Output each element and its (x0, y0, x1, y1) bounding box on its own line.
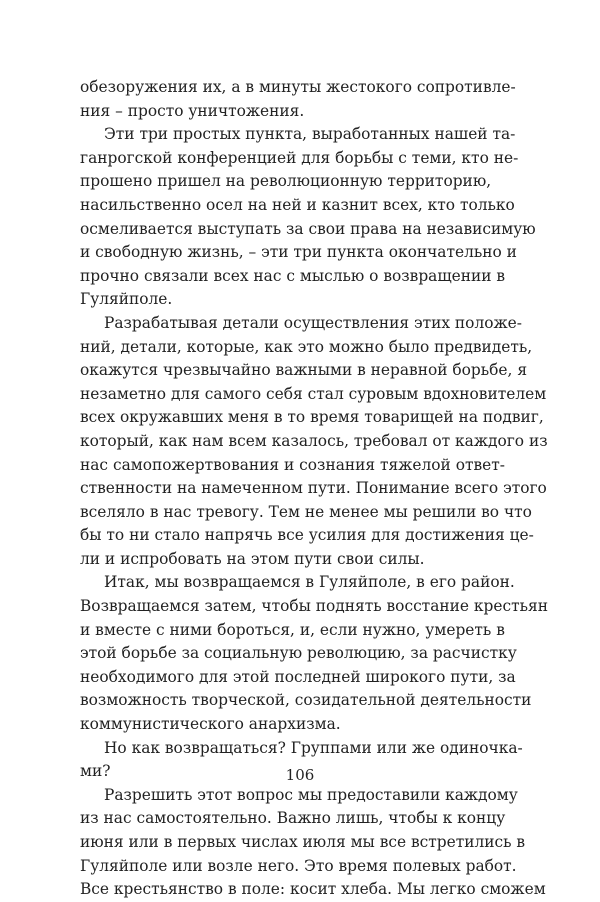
text-line: этой борьбе за социальную революцию, за расчистку (80, 644, 517, 663)
page-number: 106 (285, 766, 315, 784)
text-line: коммунистического анархизма. (80, 715, 341, 734)
text-line: Все крестьянство в поле: косит хлеба. Мы легко сможем (80, 880, 546, 899)
text-line: ганрогской конференцией для борьбы с теми, кто не- (80, 148, 519, 167)
text-line: и свободную жизнь, – эти три пункта окончательно и (80, 243, 517, 262)
text-line: вселяло в нас тревогу. Тем не менее мы решили во что (80, 502, 532, 521)
text-line: прочно связали всех нас с мыслью о возвращении в (80, 266, 506, 285)
paragraph (80, 123, 536, 312)
text-line: незаметно для самого себя стал суровым вдохновителем (80, 384, 547, 403)
text-line: ния – просто уничтожения. (80, 101, 305, 120)
text-line: Разрабатывая детали осуществления этих положе- (104, 313, 522, 332)
paragraph (80, 571, 548, 736)
text-line: необходимого для этой последней широкого пути, за (80, 667, 516, 686)
text-line: из нас самостоятельно. Важно лишь, чтобы к концу (80, 809, 506, 828)
text-line: прошено пришел на революционную территорию, (80, 172, 492, 191)
text-line: ний, детали, которые, как это можно было предвидеть, (80, 337, 533, 356)
text-line: осмеливается выступать за свои права на независимую (80, 219, 536, 238)
text-line: Гуляйполе или возле него. Это время полевых работ. (80, 856, 517, 875)
text-line: бы то ни стало напрячь все усилия для достижения це- (80, 526, 534, 545)
text-line: который, как нам всем казалось, требовал от каждого из (80, 431, 548, 450)
text-line: насильственно осел на ней и казнит всех, кто только (80, 195, 515, 214)
text-line: нас самопожертвования и сознания тяжелой ответ- (80, 455, 505, 474)
text-line: всех окружавших меня в то время товарищей на подвиг, (80, 408, 544, 427)
text-line: окажутся чрезвычайно важными в неравной борьбе, я (80, 361, 528, 380)
text-line: и вместе с ними бороться, и, если нужно, умереть в (80, 620, 505, 639)
text-line: Гуляйполе. (80, 290, 173, 309)
text-line: Разрешить этот вопрос мы предоставили каждому (104, 785, 518, 804)
paragraph (80, 76, 516, 123)
text-line: Возвращаемся затем, чтобы поднять восстание крестьян (80, 597, 548, 616)
text-line: ли и испробовать на этом пути свои силы. (80, 549, 425, 568)
text-line: ственности на намеченном пути. Понимание всего этого (80, 479, 547, 498)
text-line: ми? (80, 762, 111, 781)
text-line: Но как возвращаться? Группами или же одиночка- (104, 738, 523, 757)
text-line: Эти три простых пункта, выработанных нашей та- (104, 125, 516, 144)
text-line: обезоружения их, а в минуты жестокого сопротивле- (80, 78, 516, 96)
text-line: Итак, мы возвращаемся в Гуляйполе, в его район. (104, 573, 515, 592)
paragraph (80, 784, 546, 902)
paragraph (80, 312, 548, 572)
text-line: возможность творческой, созидательной деятельности (80, 691, 532, 710)
text-line: июня или в первых числах июля мы все встретились в (80, 833, 526, 851)
